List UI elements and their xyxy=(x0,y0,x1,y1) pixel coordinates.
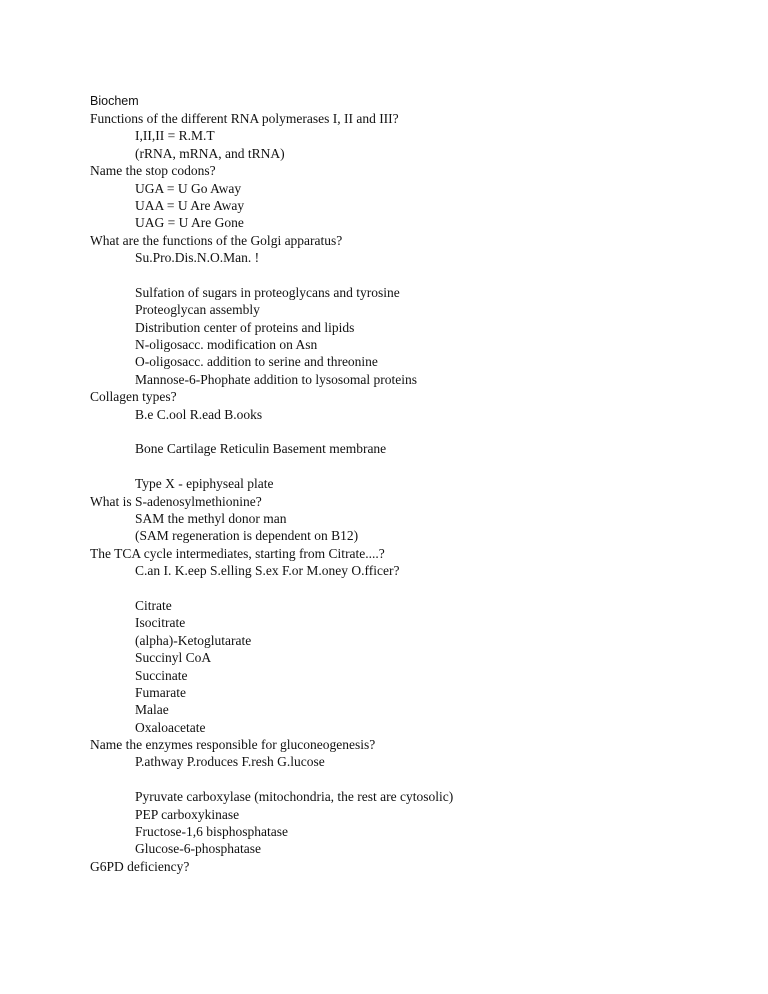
answer-line: P.athway P.roduces F.resh G.lucose xyxy=(135,754,325,770)
answer-line: Succinyl CoA xyxy=(135,650,212,666)
answer-line: (rRNA, mRNA, and tRNA) xyxy=(135,145,285,161)
answer-line: Succinate xyxy=(135,667,188,683)
question-line: The TCA cycle intermediates, starting from Citrate....? xyxy=(90,545,385,561)
answer-line: N-oligosacc. modification on Asn xyxy=(135,337,318,353)
answer-line xyxy=(90,771,730,788)
answer-line: Pyruvate carboxylase (mitochondria, the rest are cytosolic) xyxy=(135,789,454,805)
document-heading: Biochem xyxy=(90,94,139,108)
answer-line: Su.Pro.Dis.N.O.Man. ! xyxy=(135,250,260,266)
question-line: G6PD deficiency? xyxy=(90,858,190,874)
answer-line: Citrate xyxy=(135,597,172,613)
answer-line: Malae xyxy=(135,702,169,718)
question-line: What are the functions of the Golgi apparatus? xyxy=(90,232,343,248)
answer-line: UGA = U Go Away xyxy=(135,180,242,196)
answer-line xyxy=(90,580,730,597)
answer-line: Sulfation of sugars in proteoglycans and tyrosine xyxy=(135,284,400,300)
question-line: Name the stop codons? xyxy=(90,163,216,179)
answer-line xyxy=(90,267,730,284)
question-line: Name the enzymes responsible for gluconeogenesis? xyxy=(90,737,376,753)
answer-line: Fructose-1,6 bisphosphatase xyxy=(135,824,288,840)
answer-line: Isocitrate xyxy=(135,615,186,631)
answer-line: Type X - epiphyseal plate xyxy=(135,476,274,492)
answer-line: SAM the methyl donor man xyxy=(135,510,287,526)
answer-line: Distribution center of proteins and lipids xyxy=(135,319,355,335)
answer-line: C.an I. K.eep S.elling S.ex F.or M.oney O.fficer? xyxy=(135,563,400,579)
answer-line: UAA = U Are Away xyxy=(135,197,245,213)
question-line: What is S-adenosylmethionine? xyxy=(90,493,262,509)
answer-line xyxy=(90,423,730,440)
question-line: Collagen types? xyxy=(90,389,177,405)
answer-line: Bone Cartilage Reticulin Basement membrane xyxy=(135,441,387,457)
answer-line: Mannose-6-Phophate addition to lysosomal proteins xyxy=(135,371,417,387)
answer-line: Proteoglycan assembly xyxy=(135,302,260,318)
answer-line: I,II,II = R.M.T xyxy=(135,128,215,144)
document-body xyxy=(90,110,730,875)
answer-line: O-oligosacc. addition to serine and threonine xyxy=(135,354,378,370)
answer-line: B.e C.ool R.ead B.ooks xyxy=(135,406,263,422)
answer-line: (alpha)-Ketoglutarate xyxy=(135,632,252,648)
answer-line xyxy=(90,458,730,475)
answer-line: Fumarate xyxy=(135,684,186,700)
answer-line: PEP carboxykinase xyxy=(135,806,240,822)
answer-line: Glucose-6-phosphatase xyxy=(135,841,261,857)
document-page xyxy=(90,92,730,875)
answer-line: UAG = U Are Gone xyxy=(135,215,244,231)
answer-line: (SAM regeneration is dependent on B12) xyxy=(135,528,359,544)
answer-line: Oxaloacetate xyxy=(135,719,206,735)
question-line: Functions of the different RNA polymerases I, II and III? xyxy=(90,111,399,126)
